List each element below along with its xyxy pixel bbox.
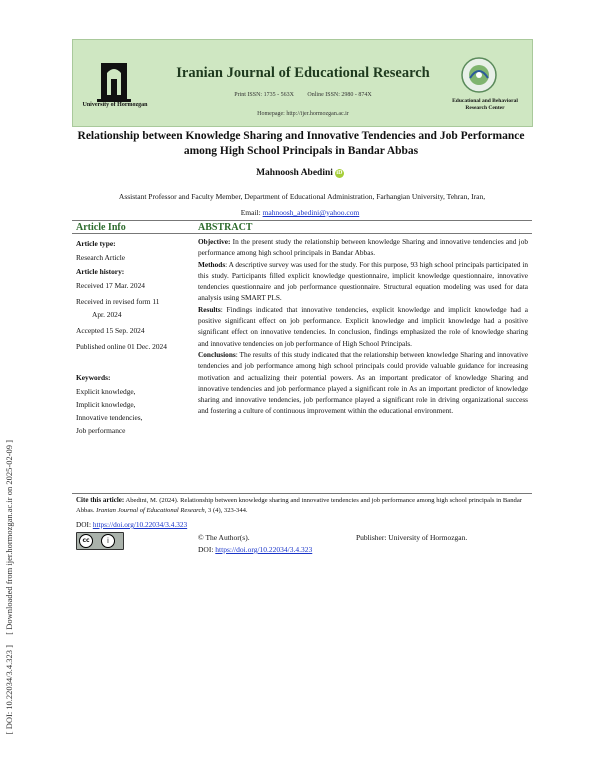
citation-doi-line: [76, 520, 187, 529]
received-date: Received 17 Mar. 2024: [76, 281, 145, 290]
attribution-icon: i: [101, 534, 115, 548]
author-line: [0, 168, 600, 178]
abstract-results: [198, 304, 528, 349]
email-line: [0, 208, 600, 217]
research-center-caption: Educational and Behavioral Research Center: [452, 98, 518, 111]
research-center-logo-icon: [460, 56, 498, 94]
university-caption: University of Hormozgan: [82, 102, 148, 108]
results-label: Results: [198, 304, 221, 314]
section-header-rule: [72, 233, 532, 234]
abstract-methods: [198, 259, 528, 304]
abstract-heading: ABSTRACT: [198, 222, 253, 233]
article-info-column: [76, 238, 194, 352]
footer-doi-line: [198, 545, 312, 554]
author-name: Mahnoosh Abedini: [256, 168, 333, 178]
conclusions-label: Conclusions: [198, 349, 236, 359]
abstract-objective: [198, 236, 528, 259]
abstract-body: [198, 236, 528, 417]
cite-tail: , 3 (4), 323-344.: [204, 506, 248, 514]
article-history-label: Article history:: [76, 267, 125, 276]
cc-by-license-icon[interactable]: [76, 532, 124, 550]
side-download-note: [ Downloaded from ijer.hormozgan.ac.ir on 2025-02-09 ]: [4, 440, 14, 635]
side-doi-note: [ DOI: 10.22034/3.4.323 ]: [4, 645, 14, 735]
accepted-date: Accepted 15 Sep. 2024: [76, 326, 145, 335]
results-text: : Findings indicated that innovative tendencies, explicit knowledge and implicit knowledge had a positive significant effect on job performance. Explicit knowledge and implicit knowledge had a positive significant effect on innovative tendencies. In conclusion, findings emphasized the role of knowledge sharing and innovative tendencies on job performance of High School Principals.: [198, 304, 528, 348]
issn-line: [153, 92, 453, 98]
bottom-rule: [72, 493, 532, 494]
footer-doi-label: DOI:: [198, 545, 216, 554]
revised-date-line2: Apr. 2024: [92, 310, 122, 319]
email-link[interactable]: mahnoosh_abedini@yahoo.com: [262, 208, 360, 217]
copyright-text: © The Author(s).: [198, 533, 250, 542]
cc-icon: cc: [79, 534, 93, 548]
homepage-line: Homepage: http://ijer.hormozgan.ac.ir: [257, 111, 349, 117]
citation-doi-link[interactable]: https://doi.org/10.22034/3.4.323: [92, 520, 188, 529]
keyword-item: Innovative tendencies,: [76, 413, 143, 422]
cite-label: Cite this article:: [76, 496, 125, 504]
citation-doi-label: DOI:: [76, 520, 93, 529]
print-issn: Print ISSN: 1735 - 563X: [234, 92, 294, 98]
article-type-value: Research Article: [76, 253, 126, 262]
methods-label: Methods: [198, 259, 226, 269]
keyword-item: Implicit knowledge,: [76, 400, 136, 409]
conclusions-text: : The results of this study indicated that the relationship between knowledge Sharing and innovative tendencies and job performance among high school principals could provide valuable guidance for increasing motivation and actualizing their potential powers. As an important predicator of knowledge Sharing and innovative tendencies and job performance played a significant role in As an important predictor of knowledge sharing and innovative tendencies, job performance played a significant role in driving organizational success and fostering a culture of continuous improvement within the educational environment.: [198, 349, 528, 416]
keyword-item: Job performance: [76, 426, 126, 435]
citation-block: [76, 496, 528, 515]
affiliation: Assistant Professor and Faculty Member, Department of Educational Administration, Farhangian University, Tehran, Iran,: [118, 192, 486, 201]
footer-doi-link[interactable]: https://doi.org/10.22034/3.4.323: [215, 545, 313, 554]
orcid-icon[interactable]: iD: [336, 170, 343, 176]
methods-text: : A descriptive survey was used for the study. For this purpose, 93 high school principals participated in this study. Participants filled explicit knowledge questionnaire, implicit knowledge questionnaire, innovative tendencies questionnaire and job performance questionnaire. Structural equation modeling was used for data analysis using SMART PLS.: [198, 259, 528, 303]
online-issn: Online ISSN: 2980 - 874X: [307, 92, 372, 98]
journal-banner: [72, 39, 533, 127]
email-label: Email:: [240, 208, 261, 217]
abstract-conclusions: [198, 349, 528, 417]
paper-title: Relationship between Knowledge Sharing and Innovative Tendencies and Job Performance among High School Principals in Bandar Abbas: [77, 130, 525, 157]
keyword-item: Explicit knowledge,: [76, 387, 136, 396]
keywords-block: [76, 372, 194, 436]
objective-text: In the present study the relationship between knowledge Sharing and innovative tendencies and job performance among high school principals in Bandar Abbas.: [198, 237, 528, 258]
top-rule: [72, 220, 532, 221]
article-info-heading: Article Info: [76, 222, 126, 233]
cite-journal: Iranian Journal of Educational Research: [96, 506, 205, 514]
revised-date-line1: Received in revised form 11: [76, 297, 160, 306]
objective-label: Objective:: [198, 237, 231, 246]
article-type-label: Article type:: [76, 239, 116, 248]
published-date: Published online 01 Dec. 2024: [76, 342, 167, 351]
publisher-text: Publisher: University of Hormozgan.: [356, 533, 468, 542]
keywords-label: Keywords:: [76, 373, 111, 382]
cite-text: Abedini, M. (2024). Relationship between knowledge sharing and innovative tendencies and job performance among high school principals in Bandar Abbas.: [76, 497, 522, 514]
journal-title: Iranian Journal of Educational Research: [176, 65, 430, 81]
